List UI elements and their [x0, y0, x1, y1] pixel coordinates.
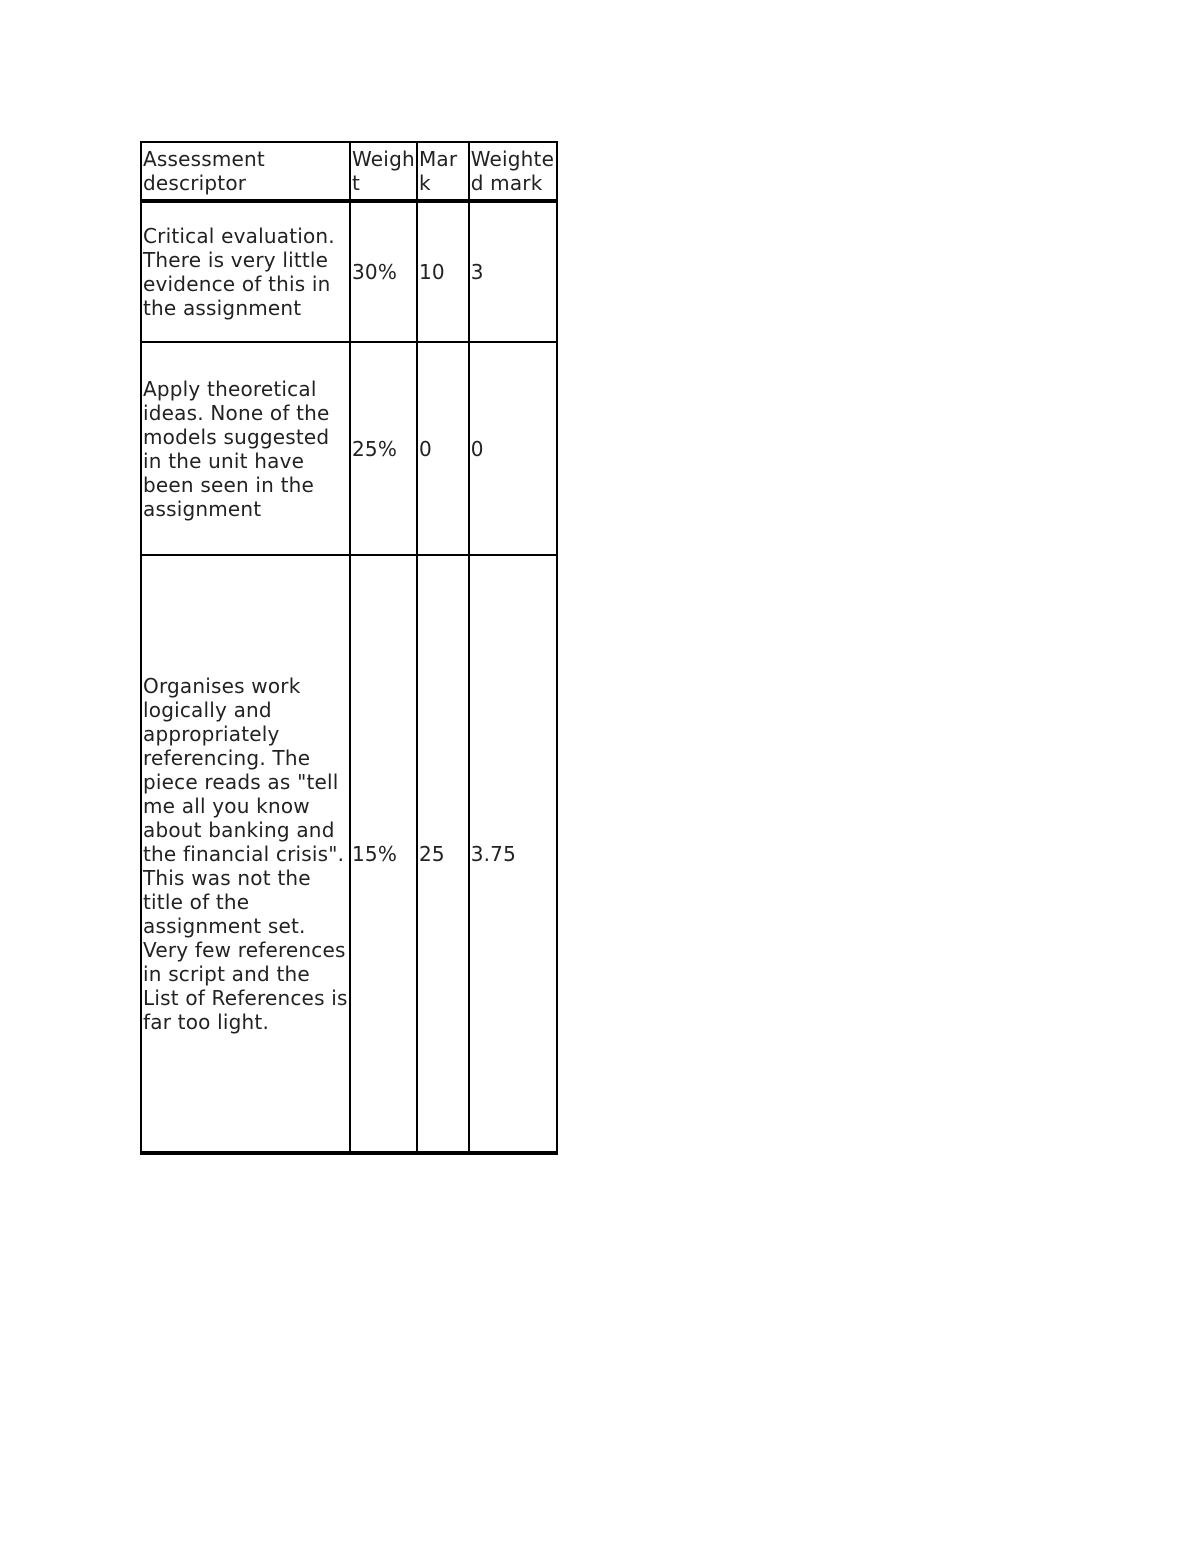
descriptor-cell: Critical evaluation. There is very little evidence of this in the assignment [141, 201, 350, 342]
table-header-row [141, 142, 557, 201]
mark-cell: 25 [417, 555, 469, 1153]
mark-cell: 10 [417, 201, 469, 342]
table-row [141, 342, 557, 555]
weighted-mark-cell: 3.75 [469, 555, 557, 1153]
weight-cell: 30% [350, 201, 417, 342]
table-row [141, 555, 557, 1153]
table-row [141, 201, 557, 342]
header-weighted-mark: Weighted mark [469, 142, 557, 201]
header-assessment-descriptor: Assessment descriptor [141, 142, 350, 201]
header-weight: Weight [350, 142, 417, 201]
descriptor-cell: Apply theoretical ideas. None of the models suggested in the unit have been seen in the assignment [141, 342, 350, 555]
weight-cell: 25% [350, 342, 417, 555]
weighted-mark-cell: 0 [469, 342, 557, 555]
assessment-table [140, 141, 558, 1155]
header-mark: Mark [417, 142, 469, 201]
descriptor-cell: Organises work logically and appropriately referencing. The piece reads as "tell me all you know about banking and the financial crisis". This was not the title of the assignment set. Very few references in script and the List of References is far too light. [141, 555, 350, 1153]
mark-cell: 0 [417, 342, 469, 555]
weight-cell: 15% [350, 555, 417, 1153]
weighted-mark-cell: 3 [469, 201, 557, 342]
